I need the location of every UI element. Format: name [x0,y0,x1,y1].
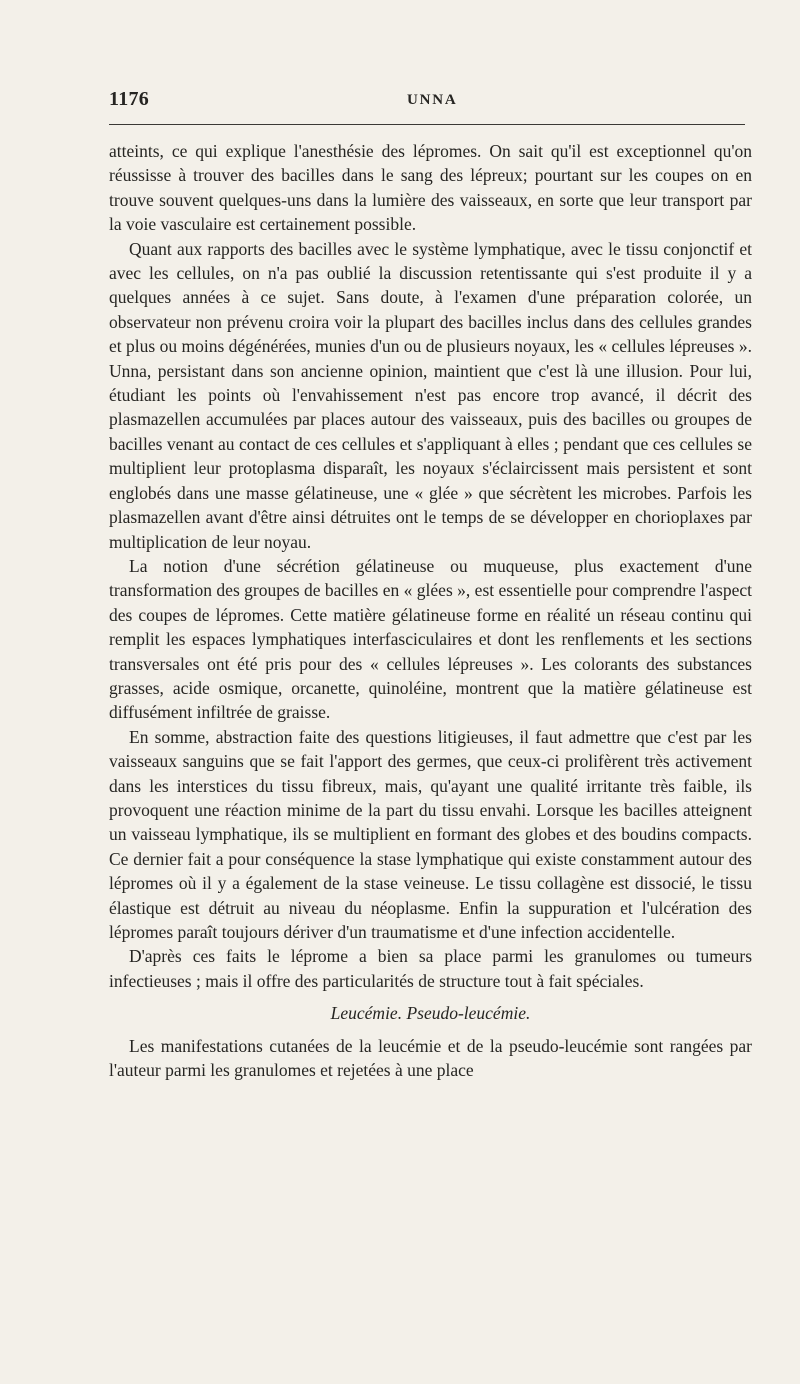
section-heading: Leucémie. Pseudo-leucémie. [330,1003,531,1024]
header-rule [109,124,745,125]
paragraph-continued: atteints, ce qui explique l'anesthésie des lépromes. On sait qu'il est exceptionnel qu'on réussisse à trouver des bacilles dans le sang des lépreux; pourtant sur les coupes on en trouve souvent quelques-uns dans la lumière des vaisseaux, en sorte que leur transport par la voie vasculaire est certainement possible. [109,141,752,235]
paragraph-conclusion: D'après ces faits le léprome a bien sa place parmi les granulomes ou tumeurs infectieuses ; mais il offre des particularités de structure tout à fait spéciales. [109,946,752,991]
page-number: 1176 [109,88,150,110]
paragraph-leukemia: Les manifestations cutanées de la leucémie et de la pseudo-leucémie sont rangées par l'auteur parmi les granulomes et rejetées à une place [109,1035,752,1081]
running-title-author: UNNA [407,92,458,108]
paragraph-gelatinous-secretion: La notion d'une sécrétion gélatineuse ou muqueuse, plus exactement d'une transformation des groupes de bacilles en « glées », est essentielle pour comprendre l'aspect des coupes de lépromes. Cette matière gélatineuse forme en réalité un réseau continu qui remplit les espaces lymphatiques interfasciculaires et dont les renflements et les sections transversales ont été pris pour des « cellules lépreuses ». Les colorants des substances grasses, acide osmique, orcanette, quinoléine, montrent que la matière gélatineuse est diffusément infiltrée de graisse. [109,555,752,723]
body-text [109,139,752,1082]
paragraph-summary: En somme, abstraction faite des questions litigieuses, il faut admettre que c'est par les vaisseaux sanguins que se fait l'apport des germes, que ceux-ci prolifèrent très activement dans les interstices du tissu fibreux, mais, qu'ayant une qualité irritante très faible, ils provoquent une réaction minime de la part du tissu envahi. Lorsque les bacilles atteignent un vaisseau lymphatique, ils se multiplient en formant des globes et des boudins compacts. Ce dernier fait a pour conséquence la stase lymphatique qui existe constamment autour des lépromes où il y a également de la stase veineuse. Le tissu collagène est dissocié, le tissu élastique est détruit au niveau du néoplasme. Enfin la suppuration et l'ulcération des lépromes paraît toujours dériver d'un traumatisme et d'une infection accidentelle. [109,726,752,942]
running-head [109,84,745,114]
paragraph-lymphatic-system: Quant aux rapports des bacilles avec le système lymphatique, avec le tissu conjonctif et avec les cellules, on n'a pas oublié la discussion retentissante qui s'est produite il y a quelques années à ce sujet. Sans doute, à l'examen d'une préparation colorée, un observateur non prévenu croira voir la plupart des bacilles inclus dans des cellules grandes et plus ou moins dégénérées, munies d'un ou de plusieurs noyaux, les « cellules lépreuses ». Unna, persistant dans son ancienne opinion, maintient que c'est là une illusion. Pour lui, étudiant les points où l'envahissement n'est pas encore trop avancé, il décrit des plasmazellen accumulées par places autour des vaisseaux, puis des bacilles ou groupes de bacilles venant au contact de ces cellules et s'appliquant à elles ; pendant que ces cellules se multiplient leur protoplasma disparaît, les noyaux s'éclaircissent mais persistent et sont englobés dans une masse gélatineuse, une « glée » que sécrètent les microbes. Parfois les plasmazellen avant d'être ainsi détruites ont le temps de se développer en chorioplaxes par multiplication de leur noyau. [109,238,752,552]
